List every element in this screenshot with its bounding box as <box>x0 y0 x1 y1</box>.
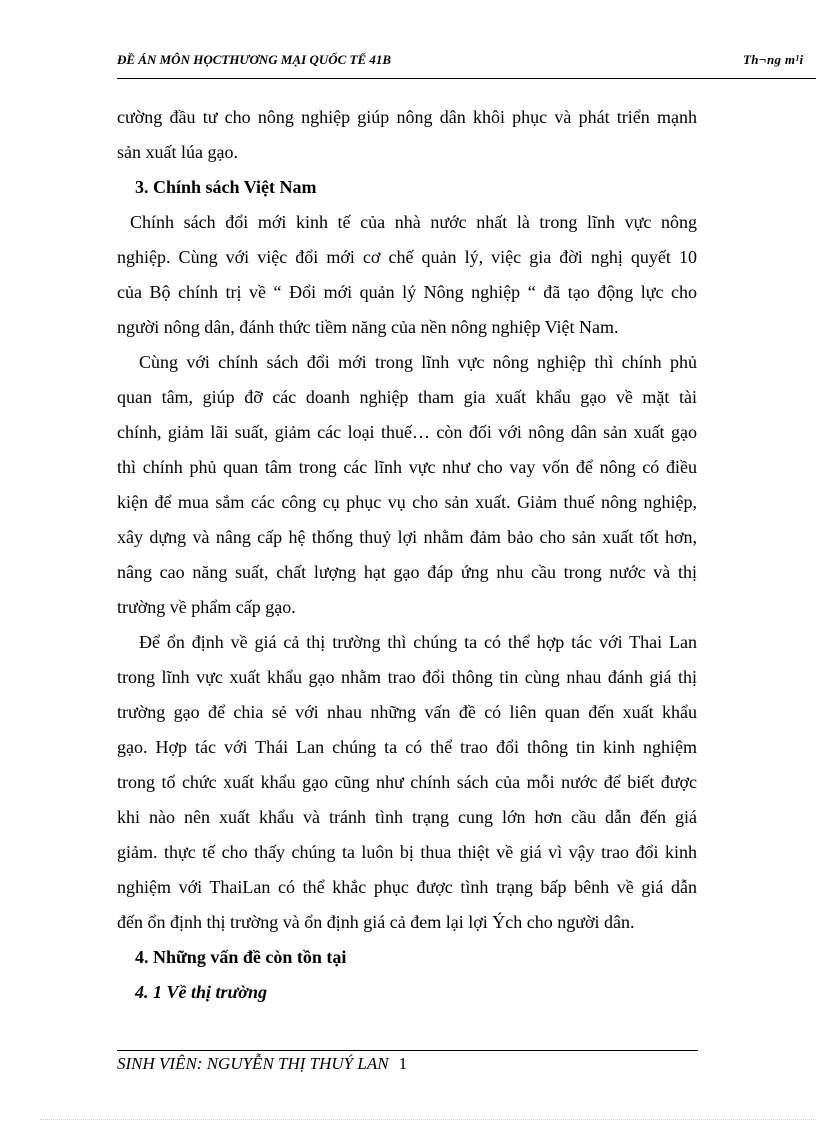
text-line: thì chính phủ quan tâm trong các lĩnh vực như cho vay vốn để nông có điều <box>117 457 697 477</box>
text-line: gạo. Hợp tác với Thái Lan chúng ta có thể trao đổi thông tin kinh nghiệm <box>117 737 697 757</box>
section-heading-3: 3. Chính sách Việt Nam <box>135 177 317 197</box>
text-line: trường gạo để chia sẻ với nhau những vấn đề có liên quan đến xuất khẩu <box>117 702 697 722</box>
text-line: kiện để mua sắm các công cụ phục vụ cho sản xuất. Giảm thuế nông nghiệp, <box>117 492 697 512</box>
text-line: xây dựng và nâng cấp hệ thống thuỷ lợi nhằm đảm bảo cho sản xuất tốt hơn, <box>117 527 697 547</box>
text-line: nghiệp. Cùng với việc đổi mới cơ chế quản lý, việc gia đời nghị quyết 10 <box>117 247 697 267</box>
page-number: 1 <box>398 1054 408 1073</box>
text-line: Cùng với chính sách đổi mới trong lĩnh vực nông nghiệp thì chính phủ <box>139 352 697 372</box>
page-edge-divider <box>40 1119 816 1120</box>
document-body <box>117 100 697 1010</box>
page-header <box>117 52 816 72</box>
text-line: giảm. thực tế cho thấy chúng ta luôn bị thua thiệt về giá vì vậy trao đổi kinh <box>117 842 697 862</box>
text-line: khi nào nên xuất khẩu và tránh tình trạng cung lớn hơn cầu dẫn đến giá <box>117 807 697 827</box>
header-right-text: Th¬ng m¹i <box>743 52 804 67</box>
text-line: Chính sách đổi mới kinh tế của nhà nước nhất là trong lĩnh vực nông <box>130 212 697 232</box>
text-line: trong lĩnh vực xuất khẩu gạo nhằm trao đổi thông tin cùng nhau đánh giá thị <box>117 667 697 687</box>
text-line: nghiệm với ThaiLan có thể khắc phục được tình trạng bấp bênh về giá dẫn <box>117 877 697 897</box>
text-line: Để ổn định về giá cả thị trường thì chúng ta có thể hợp tác với Thai Lan <box>139 632 697 652</box>
subsection-heading-4-1: 4. 1 Về thị trường <box>135 982 267 1002</box>
header-rule <box>117 78 816 79</box>
text-line: cường đầu tư cho nông nghiệp giúp nông dân khôi phục và phát triển mạnh <box>117 107 697 127</box>
footer-author: SINH VIÊN: NGUYỄN THỊ THUÝ LAN <box>117 1054 389 1073</box>
text-line: trường về phẩm cấp gạo. <box>117 597 296 617</box>
footer-rule <box>117 1050 698 1051</box>
text-line: sản xuất lúa gạo. <box>117 142 238 162</box>
page-footer <box>117 1054 407 1074</box>
text-line: nâng cao năng suất, chất lượng hạt gạo đáp ứng nhu cầu trong nước và thị <box>117 562 697 582</box>
text-line: người nông dân, đánh thức tiềm năng của nền nông nghiệp Việt Nam. <box>117 317 619 337</box>
text-line: chính, giảm lãi suất, giảm các loại thuế… còn đối với nông dân sản xuất gạo <box>117 422 697 442</box>
section-heading-4: 4. Những vấn đề còn tồn tại <box>135 947 347 967</box>
header-title: ĐỀ ÁN MÔN HỌCTHƯƠNG MẠI QUỐC TẾ 41B <box>117 52 392 67</box>
text-line: quan tâm, giúp đỡ các doanh nghiệp tham gia xuất khẩu gạo về mặt tài <box>117 387 697 407</box>
text-line: của Bộ chính trị về “ Đổi mới quản lý Nông nghiệp “ đã tạo động lực cho <box>117 282 697 302</box>
text-line: trong tổ chức xuất khẩu gạo cũng như chính sách của mỗi nước để biết được <box>117 772 697 792</box>
text-line: đến ổn định thị trường và ổn định giá cả đem lại lợi Ých cho người dân. <box>117 912 635 932</box>
